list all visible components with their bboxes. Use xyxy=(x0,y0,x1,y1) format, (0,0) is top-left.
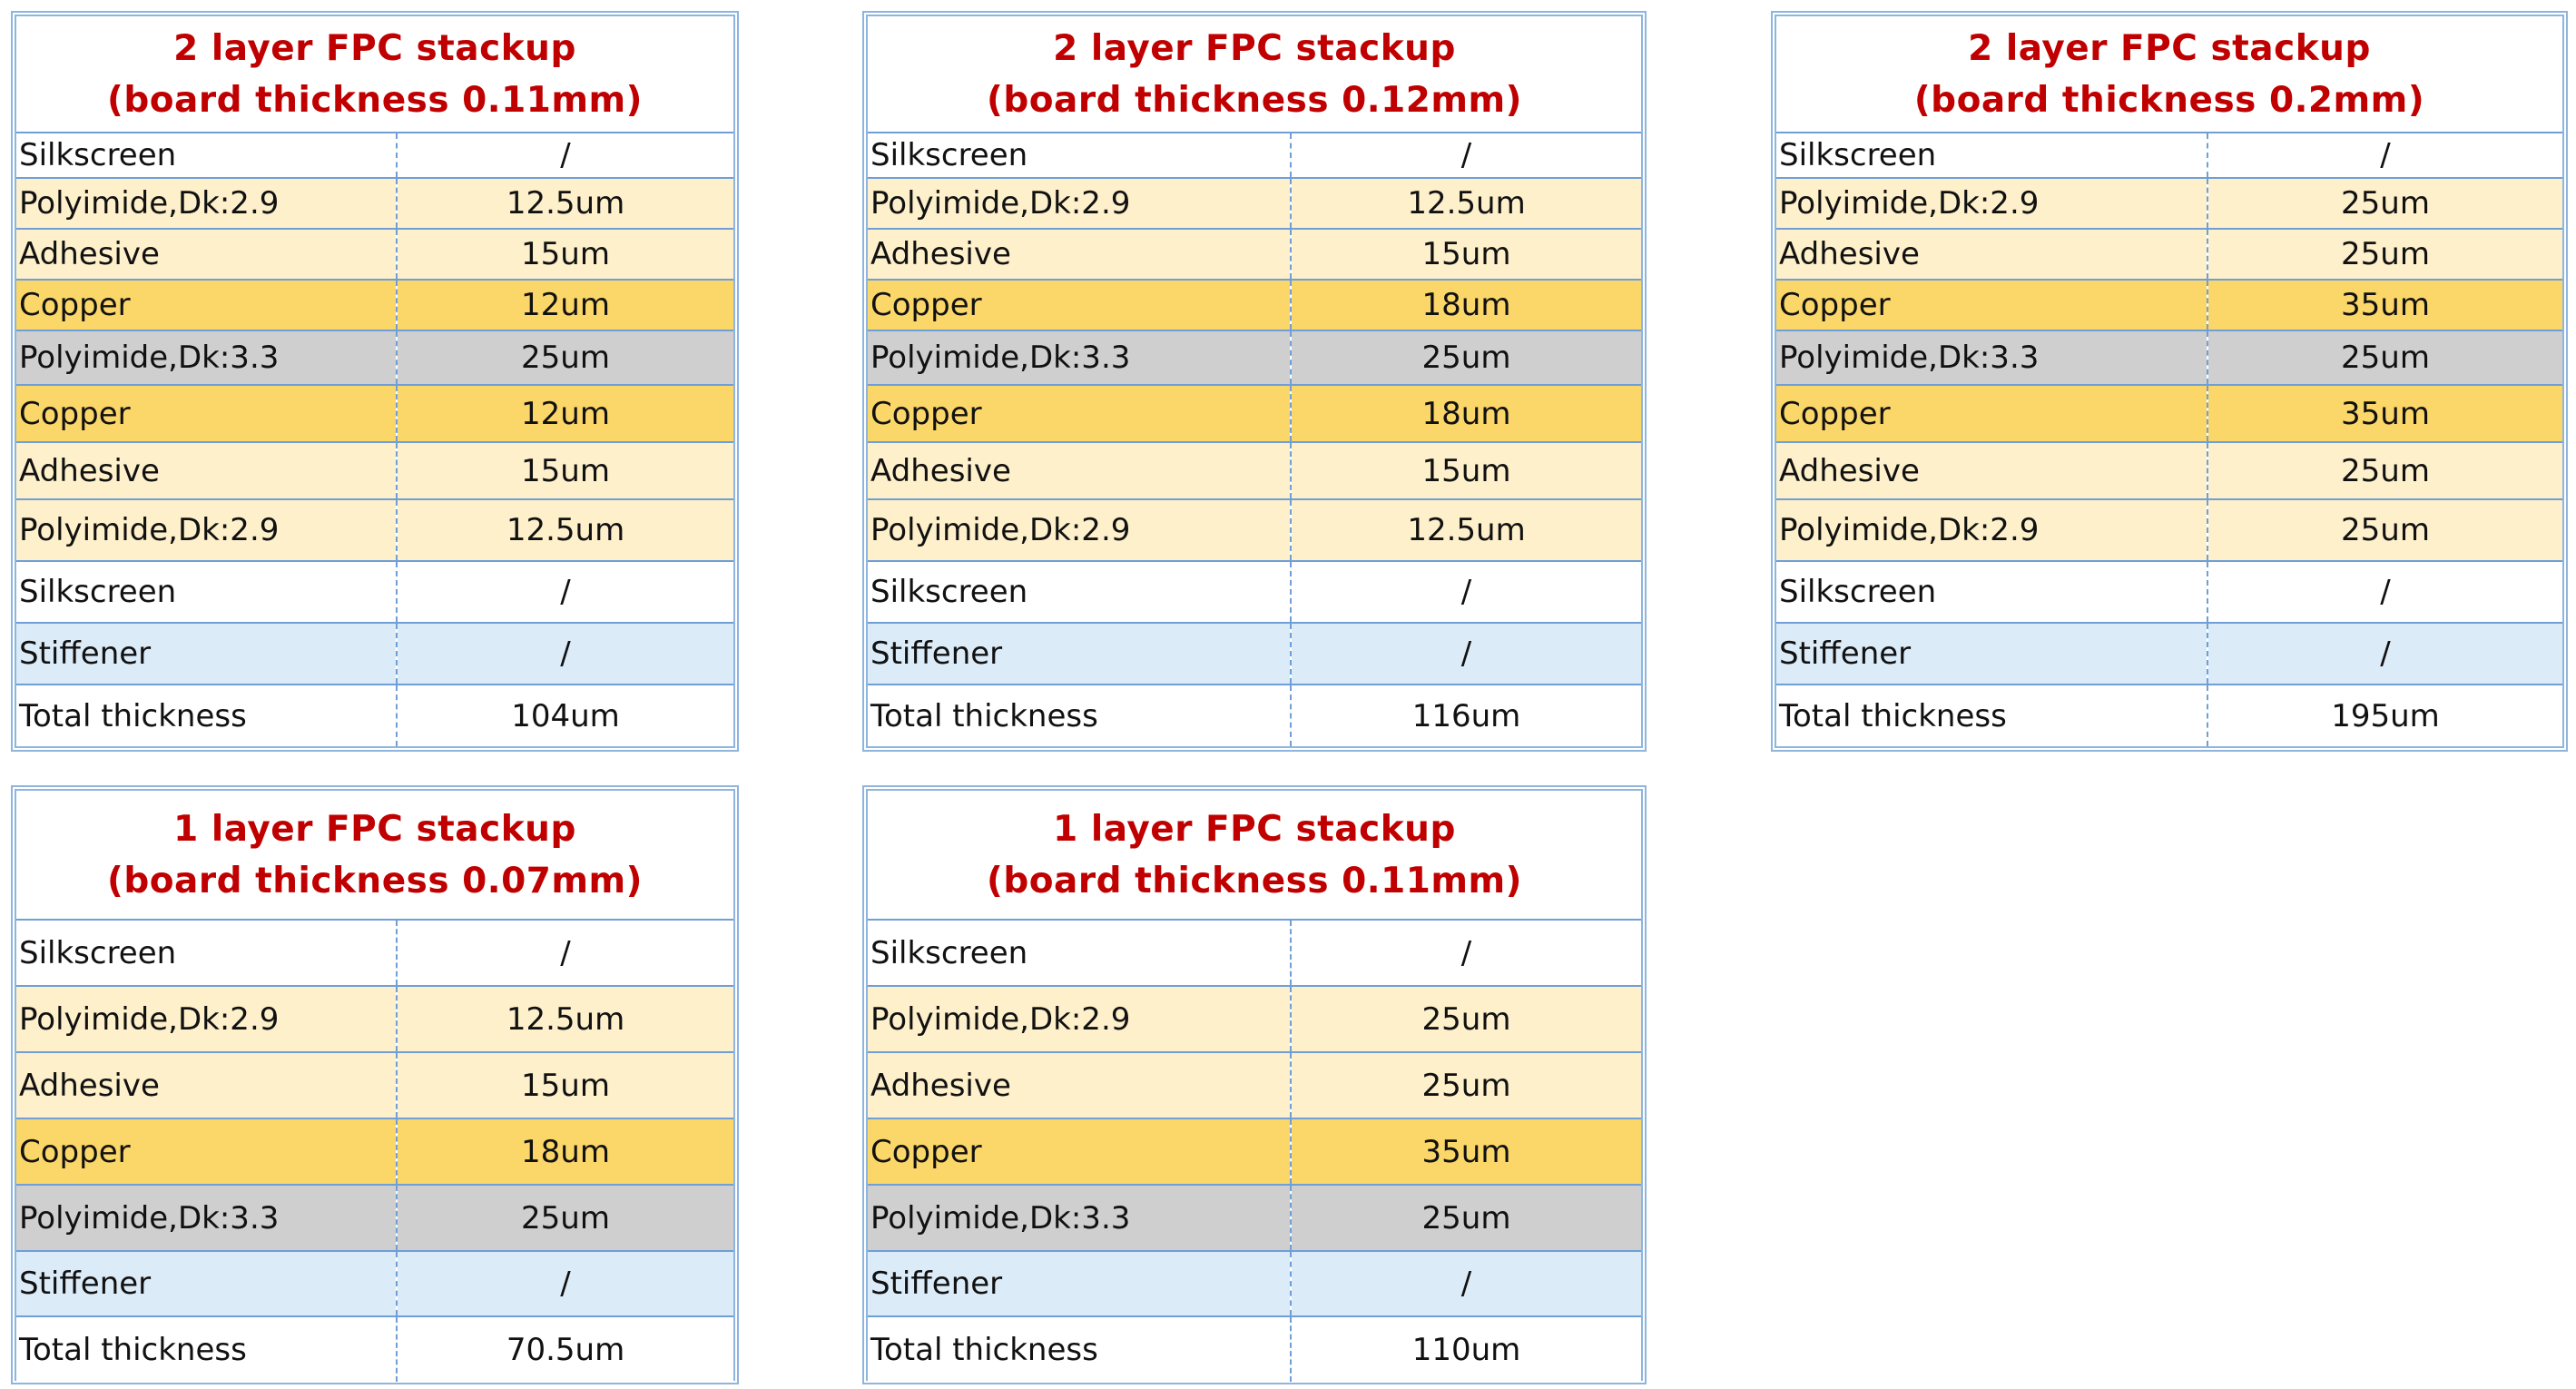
table-row xyxy=(868,229,1641,280)
table-title-line-2: (board thickness 0.11mm) xyxy=(987,860,1522,901)
stackup-table-2-layer-0-2mm xyxy=(1775,15,2564,748)
stackup-grid xyxy=(16,16,733,746)
layer-thickness: / xyxy=(1291,561,1641,623)
table-title-row xyxy=(868,791,1641,920)
layer-name: Copper xyxy=(868,280,1291,330)
layer-name: Silkscreen xyxy=(1776,561,2207,623)
layer-name: Polyimide,Dk:2.9 xyxy=(1776,178,2207,229)
table-row xyxy=(16,442,733,499)
table-row xyxy=(868,1251,1641,1316)
layer-thickness: / xyxy=(397,561,733,623)
layer-name: Silkscreen xyxy=(16,920,397,986)
layer-thickness: 25um xyxy=(2207,499,2562,561)
total-thickness-value: 116um xyxy=(1291,685,1641,746)
table-title xyxy=(16,791,733,920)
table-row xyxy=(868,385,1641,442)
layer-thickness: 15um xyxy=(1291,229,1641,280)
layer-thickness: / xyxy=(397,133,733,178)
layer-name: Total thickness xyxy=(1776,685,2207,746)
table-row xyxy=(868,499,1641,561)
table-row xyxy=(16,920,733,986)
layer-name: Adhesive xyxy=(1776,229,2207,280)
layer-thickness: / xyxy=(2207,561,2562,623)
table-title-line-2: (board thickness 0.12mm) xyxy=(987,79,1522,121)
layer-thickness: 25um xyxy=(1291,330,1641,385)
layer-name: Total thickness xyxy=(868,1316,1291,1382)
total-thickness-value: 104um xyxy=(397,685,733,746)
table-row xyxy=(1776,385,2562,442)
table-row xyxy=(868,1185,1641,1251)
layer-thickness: / xyxy=(2207,623,2562,685)
layer-thickness: 35um xyxy=(2207,280,2562,330)
layer-name: Polyimide,Dk:3.3 xyxy=(16,330,397,385)
table-row xyxy=(868,986,1641,1052)
layer-name: Polyimide,Dk:2.9 xyxy=(16,499,397,561)
layer-thickness: / xyxy=(1291,920,1641,986)
table-row xyxy=(16,229,733,280)
table-row xyxy=(16,1251,733,1316)
layer-name: Copper xyxy=(868,385,1291,442)
layer-name: Polyimide,Dk:3.3 xyxy=(868,330,1291,385)
layer-thickness: 35um xyxy=(1291,1118,1641,1185)
layer-name: Polyimide,Dk:3.3 xyxy=(16,1185,397,1251)
table-title-row xyxy=(16,791,733,920)
layer-name: Copper xyxy=(1776,280,2207,330)
table-row xyxy=(868,442,1641,499)
table-row xyxy=(1776,133,2562,178)
layer-name: Polyimide,Dk:2.9 xyxy=(868,499,1291,561)
table-row xyxy=(1776,499,2562,561)
table-title-line-1: 2 layer FPC stackup xyxy=(1053,27,1456,69)
layer-name: Adhesive xyxy=(16,229,397,280)
layer-thickness: 18um xyxy=(1291,280,1641,330)
table-title-row xyxy=(868,16,1641,133)
table-row xyxy=(16,986,733,1052)
table-row xyxy=(1776,561,2562,623)
layer-thickness: 25um xyxy=(2207,178,2562,229)
layer-name: Adhesive xyxy=(868,1052,1291,1118)
layer-name: Adhesive xyxy=(16,442,397,499)
layer-thickness: 25um xyxy=(2207,330,2562,385)
total-thickness-row xyxy=(1776,685,2562,746)
stackup-table-2-layer-0-11mm xyxy=(15,15,735,748)
total-thickness-value: 110um xyxy=(1291,1316,1641,1382)
stackup-table-1-layer-0-11mm xyxy=(866,789,1643,1381)
layer-name: Silkscreen xyxy=(868,920,1291,986)
layer-thickness: 25um xyxy=(397,1185,733,1251)
table-title-line-1: 2 layer FPC stackup xyxy=(173,27,576,69)
table-row xyxy=(868,1118,1641,1185)
layer-name: Polyimide,Dk:3.3 xyxy=(868,1185,1291,1251)
layer-name: Polyimide,Dk:2.9 xyxy=(16,986,397,1052)
layer-thickness: / xyxy=(397,1251,733,1316)
table-row xyxy=(1776,229,2562,280)
stackup-grid xyxy=(868,791,1641,1382)
layer-name: Stiffener xyxy=(868,1251,1291,1316)
layer-thickness: / xyxy=(2207,133,2562,178)
table-title-line-1: 2 layer FPC stackup xyxy=(1968,27,2371,69)
layer-name: Polyimide,Dk:2.9 xyxy=(868,178,1291,229)
layer-thickness: 15um xyxy=(397,1052,733,1118)
table-row xyxy=(868,561,1641,623)
layer-thickness: 25um xyxy=(1291,1185,1641,1251)
layer-name: Silkscreen xyxy=(16,561,397,623)
total-thickness-row xyxy=(16,1316,733,1382)
layer-thickness: / xyxy=(397,623,733,685)
layer-thickness: 12.5um xyxy=(1291,178,1641,229)
layer-name: Silkscreen xyxy=(868,561,1291,623)
total-thickness-row xyxy=(868,1316,1641,1382)
layer-name: Polyimide,Dk:2.9 xyxy=(1776,499,2207,561)
table-row xyxy=(868,1052,1641,1118)
layer-name: Stiffener xyxy=(16,1251,397,1316)
table-row xyxy=(1776,442,2562,499)
layer-name: Copper xyxy=(16,385,397,442)
layer-thickness: 25um xyxy=(397,330,733,385)
table-row xyxy=(868,623,1641,685)
table-row xyxy=(16,385,733,442)
total-thickness-row xyxy=(16,685,733,746)
table-title-row xyxy=(16,16,733,133)
total-thickness-value: 70.5um xyxy=(397,1316,733,1382)
layer-thickness: 12.5um xyxy=(397,986,733,1052)
table-row xyxy=(16,561,733,623)
table-row xyxy=(1776,623,2562,685)
table-row xyxy=(16,330,733,385)
table-title-line-2: (board thickness 0.2mm) xyxy=(1913,79,2425,121)
layer-name: Copper xyxy=(868,1118,1291,1185)
layer-name: Polyimide,Dk:2.9 xyxy=(16,178,397,229)
table-row xyxy=(1776,178,2562,229)
table-title-line-2: (board thickness 0.07mm) xyxy=(107,860,643,901)
layer-name: Adhesive xyxy=(868,442,1291,499)
layer-name: Copper xyxy=(1776,385,2207,442)
table-title-line-1: 1 layer FPC stackup xyxy=(1053,808,1456,850)
layer-thickness: 15um xyxy=(397,442,733,499)
table-row xyxy=(868,178,1641,229)
layer-thickness: 12um xyxy=(397,280,733,330)
layer-thickness: 25um xyxy=(2207,229,2562,280)
table-row xyxy=(16,280,733,330)
layer-thickness: / xyxy=(1291,1251,1641,1316)
stackup-table-2-layer-0-12mm xyxy=(866,15,1643,748)
stackup-grid xyxy=(16,791,733,1382)
layer-thickness: 25um xyxy=(1291,986,1641,1052)
layer-name: Total thickness xyxy=(16,1316,397,1382)
layer-name: Stiffener xyxy=(16,623,397,685)
table-row xyxy=(16,1052,733,1118)
table-title xyxy=(1776,16,2562,133)
layer-name: Stiffener xyxy=(1776,623,2207,685)
table-row xyxy=(16,178,733,229)
layer-thickness: 25um xyxy=(1291,1052,1641,1118)
layer-name: Silkscreen xyxy=(868,133,1291,178)
table-row xyxy=(868,280,1641,330)
layer-name: Silkscreen xyxy=(1776,133,2207,178)
layer-thickness: 25um xyxy=(2207,442,2562,499)
layer-name: Polyimide,Dk:2.9 xyxy=(868,986,1291,1052)
table-row xyxy=(16,133,733,178)
layer-thickness: 15um xyxy=(397,229,733,280)
layer-name: Adhesive xyxy=(1776,442,2207,499)
table-title-line-2: (board thickness 0.11mm) xyxy=(107,79,643,121)
layer-name: Stiffener xyxy=(868,623,1291,685)
layer-name: Polyimide,Dk:3.3 xyxy=(1776,330,2207,385)
table-row xyxy=(16,1185,733,1251)
layer-thickness: 35um xyxy=(2207,385,2562,442)
layer-name: Copper xyxy=(16,1118,397,1185)
layer-thickness: / xyxy=(1291,623,1641,685)
stackup-grid xyxy=(1776,16,2562,746)
table-row xyxy=(868,330,1641,385)
table-title-row xyxy=(1776,16,2562,133)
layer-thickness: 18um xyxy=(397,1118,733,1185)
layer-name: Copper xyxy=(16,280,397,330)
layer-thickness: / xyxy=(397,920,733,986)
layer-thickness: / xyxy=(1291,133,1641,178)
table-row xyxy=(16,623,733,685)
total-thickness-row xyxy=(868,685,1641,746)
layer-thickness: 18um xyxy=(1291,385,1641,442)
stackup-grid xyxy=(868,16,1641,746)
layer-thickness: 15um xyxy=(1291,442,1641,499)
layer-thickness: 12um xyxy=(397,385,733,442)
table-row xyxy=(16,1118,733,1185)
layer-name: Total thickness xyxy=(16,685,397,746)
layer-thickness: 12.5um xyxy=(1291,499,1641,561)
total-thickness-value: 195um xyxy=(2207,685,2562,746)
layer-name: Silkscreen xyxy=(16,133,397,178)
table-row xyxy=(1776,330,2562,385)
table-row xyxy=(868,133,1641,178)
table-row xyxy=(1776,280,2562,330)
table-title xyxy=(16,16,733,133)
layer-name: Adhesive xyxy=(16,1052,397,1118)
table-row xyxy=(868,920,1641,986)
table-row xyxy=(16,499,733,561)
table-title xyxy=(868,16,1641,133)
layer-name: Total thickness xyxy=(868,685,1291,746)
table-title xyxy=(868,791,1641,920)
table-title-line-1: 1 layer FPC stackup xyxy=(173,808,576,850)
layer-name: Adhesive xyxy=(868,229,1291,280)
layer-thickness: 12.5um xyxy=(397,499,733,561)
stackup-table-1-layer-0-07mm xyxy=(15,789,735,1381)
layer-thickness: 12.5um xyxy=(397,178,733,229)
